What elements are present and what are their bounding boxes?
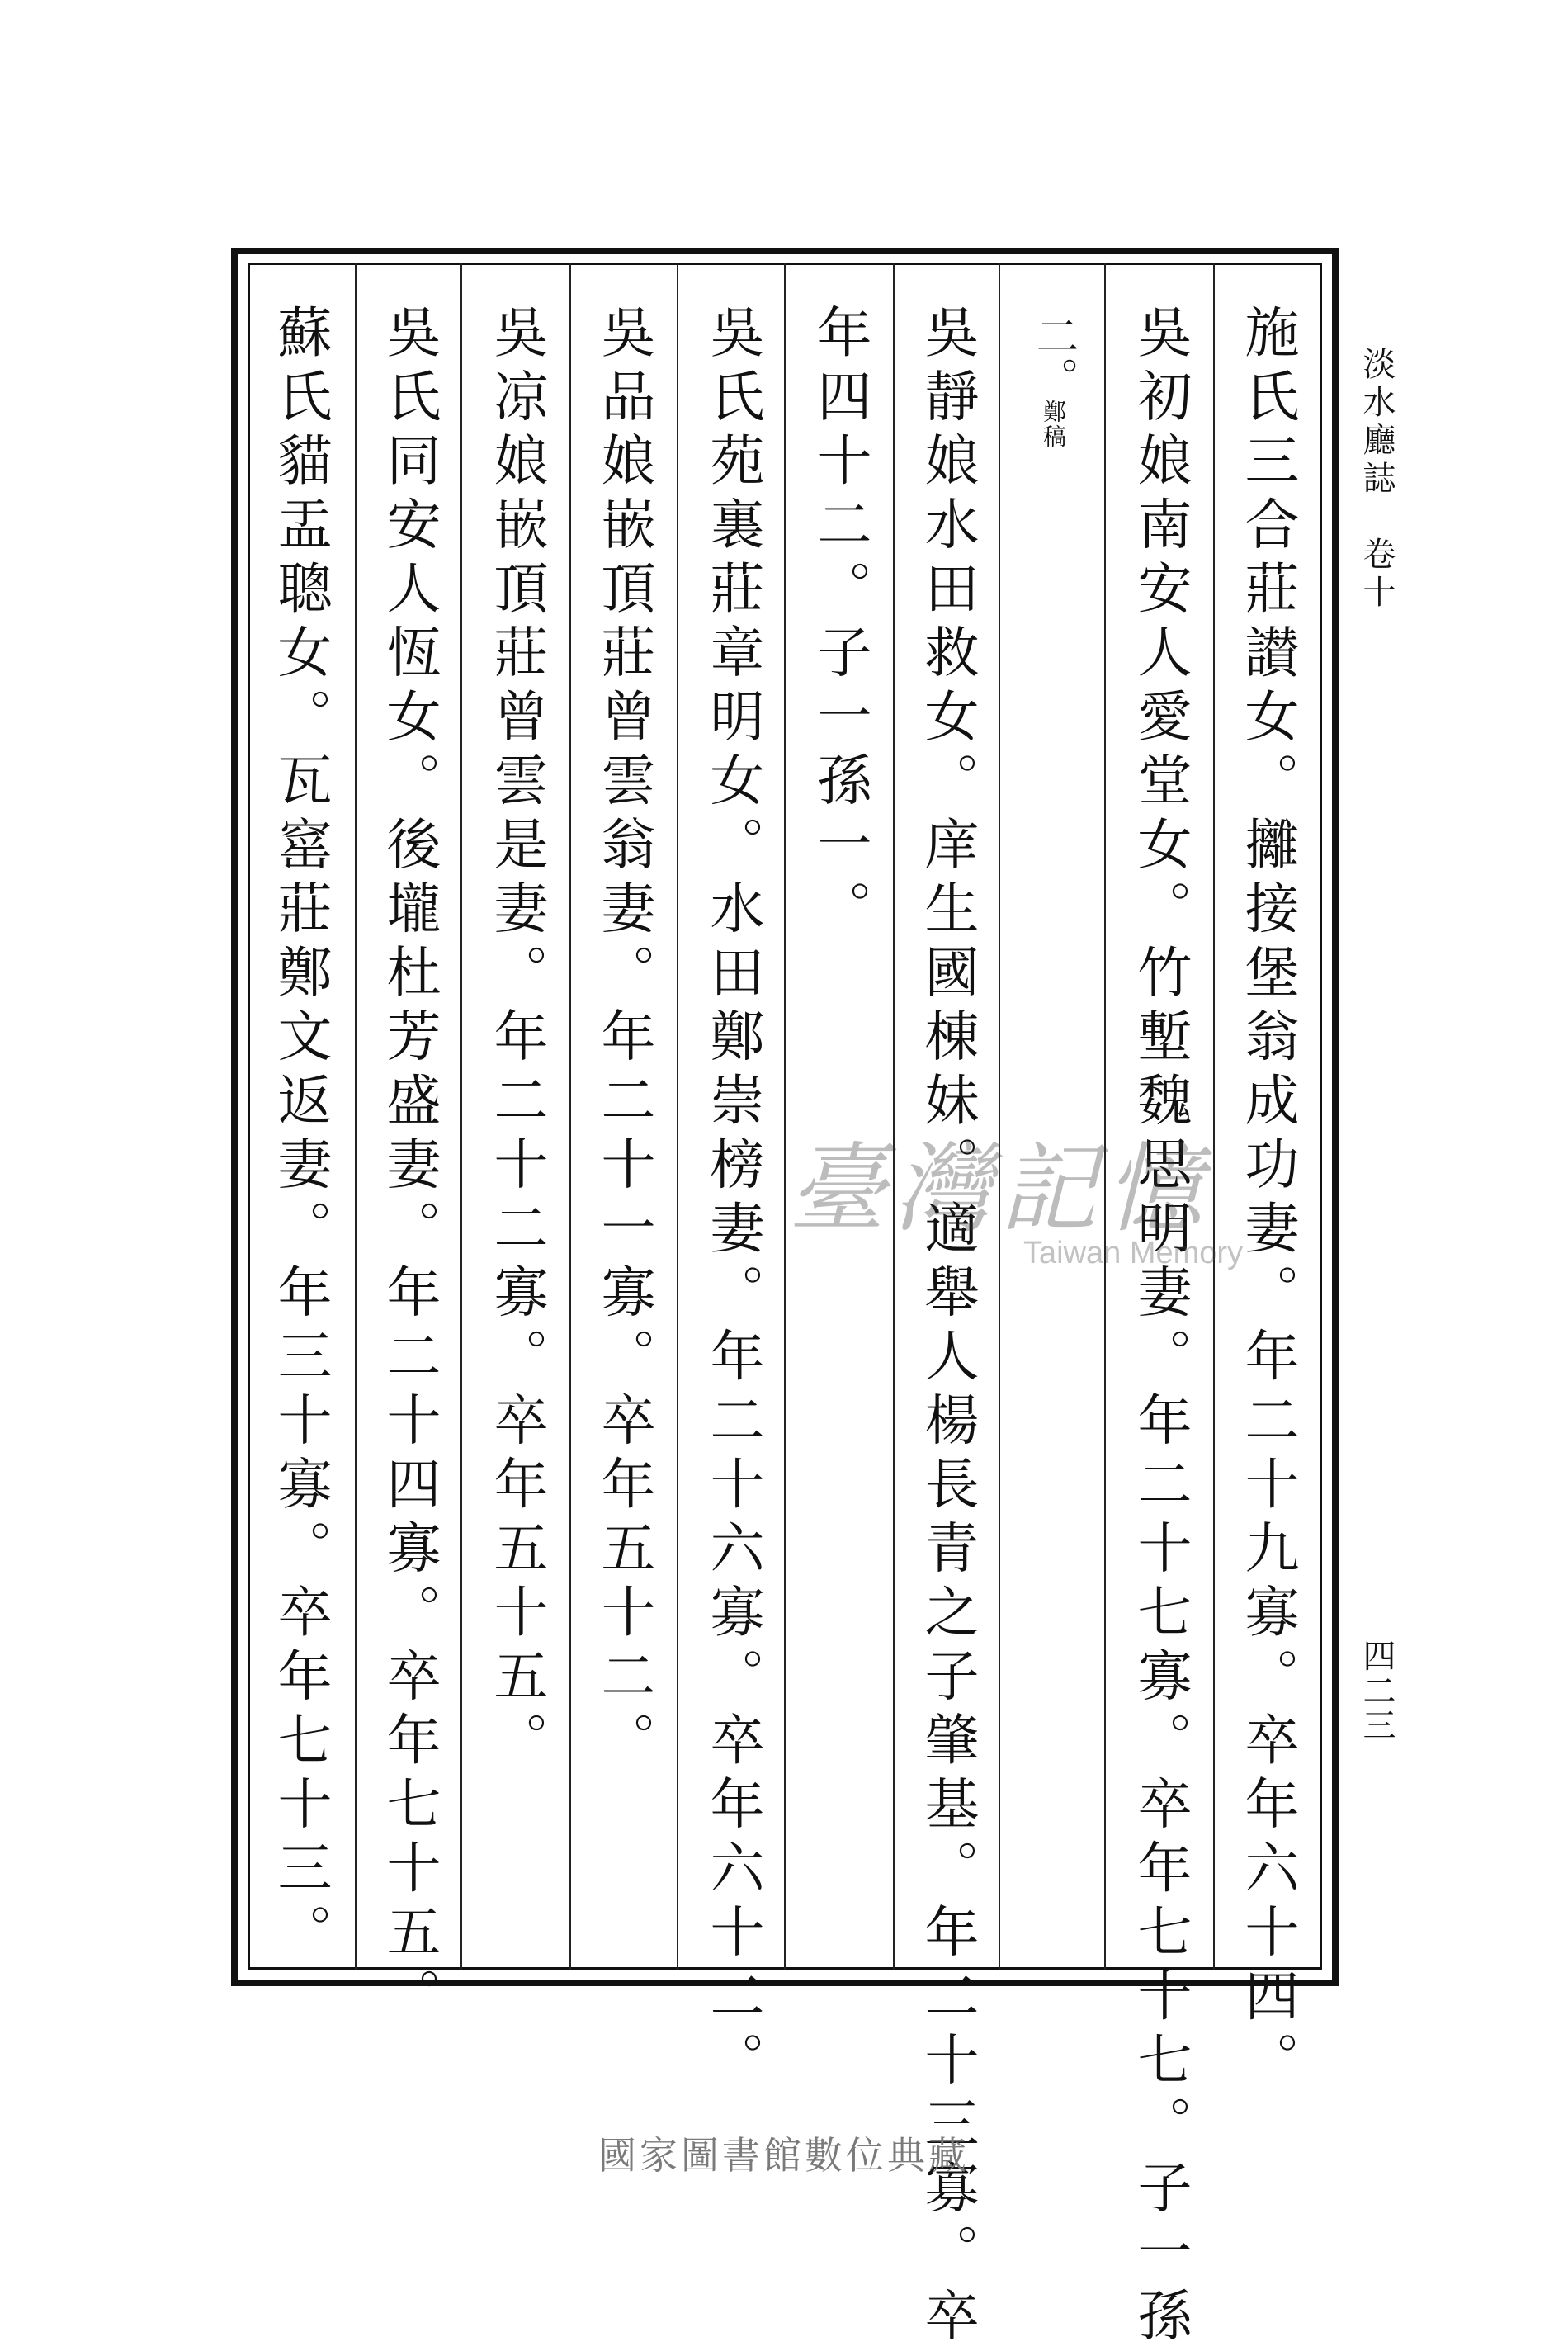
text-column-6: 吳氏苑裏莊章明女。水田鄭崇榜妻。年二十六寡。卒年六十二。 xyxy=(701,304,764,2095)
text-column-2: 吳初娘南安人愛堂女。竹塹魏思明妻。年二十七寡。卒年七十七。子一孫 xyxy=(1128,304,1192,2351)
column-divider xyxy=(784,263,786,1970)
column-divider xyxy=(1213,263,1215,1970)
text-column-4: 吳靜娘水田救女。庠生國棟妹。適舉人楊長青之子肇基。年二十三寡。卒 xyxy=(915,304,979,2351)
text-column-1: 施氏三合莊讃女。攡接堡翁成功妻。年二十九寡。卒年六十四。 xyxy=(1235,304,1299,2095)
text-column-3-note xyxy=(1028,314,1078,449)
text-column-5: 年四十二。子一孫一。 xyxy=(808,304,871,944)
column-divider xyxy=(1104,263,1106,1970)
column-divider xyxy=(355,263,357,1970)
watermark-english: Taiwan Memory xyxy=(1023,1236,1244,1270)
text-column-9: 吳氏同安人恆女。後壠杜芳盛妻。年二十四寡。卒年七十五。 xyxy=(377,304,441,2032)
footer-credit: 國家圖書館數位典藏 xyxy=(598,2133,970,2178)
text-column-8: 吳凉娘嵌頂莊曾雲是妻。年二十二寡。卒年五十五。 xyxy=(484,304,548,1776)
running-header: 淡水廳誌 卷十 xyxy=(1358,347,1396,613)
column-divider xyxy=(677,263,678,1970)
note-prefix: 二。 xyxy=(1028,314,1078,400)
column-divider xyxy=(999,263,1000,1970)
column-divider xyxy=(569,263,571,1970)
text-column-7: 吳品娘嵌頂莊曾雲翁妻。年二十一寡。卒年五十二。 xyxy=(592,304,655,1776)
page-number: 四二三 xyxy=(1358,1639,1396,1743)
text-column-10: 蘇氏貓盂聰女。瓦窰莊鄭文返妻。年三十寡。卒年七十三。 xyxy=(268,304,332,1967)
watermark-logo-text: 臺灣記憶 xyxy=(788,1132,1211,1246)
note-annotation: 鄭稿 xyxy=(1040,400,1067,449)
column-divider xyxy=(460,263,462,1970)
column-divider xyxy=(893,263,895,1970)
